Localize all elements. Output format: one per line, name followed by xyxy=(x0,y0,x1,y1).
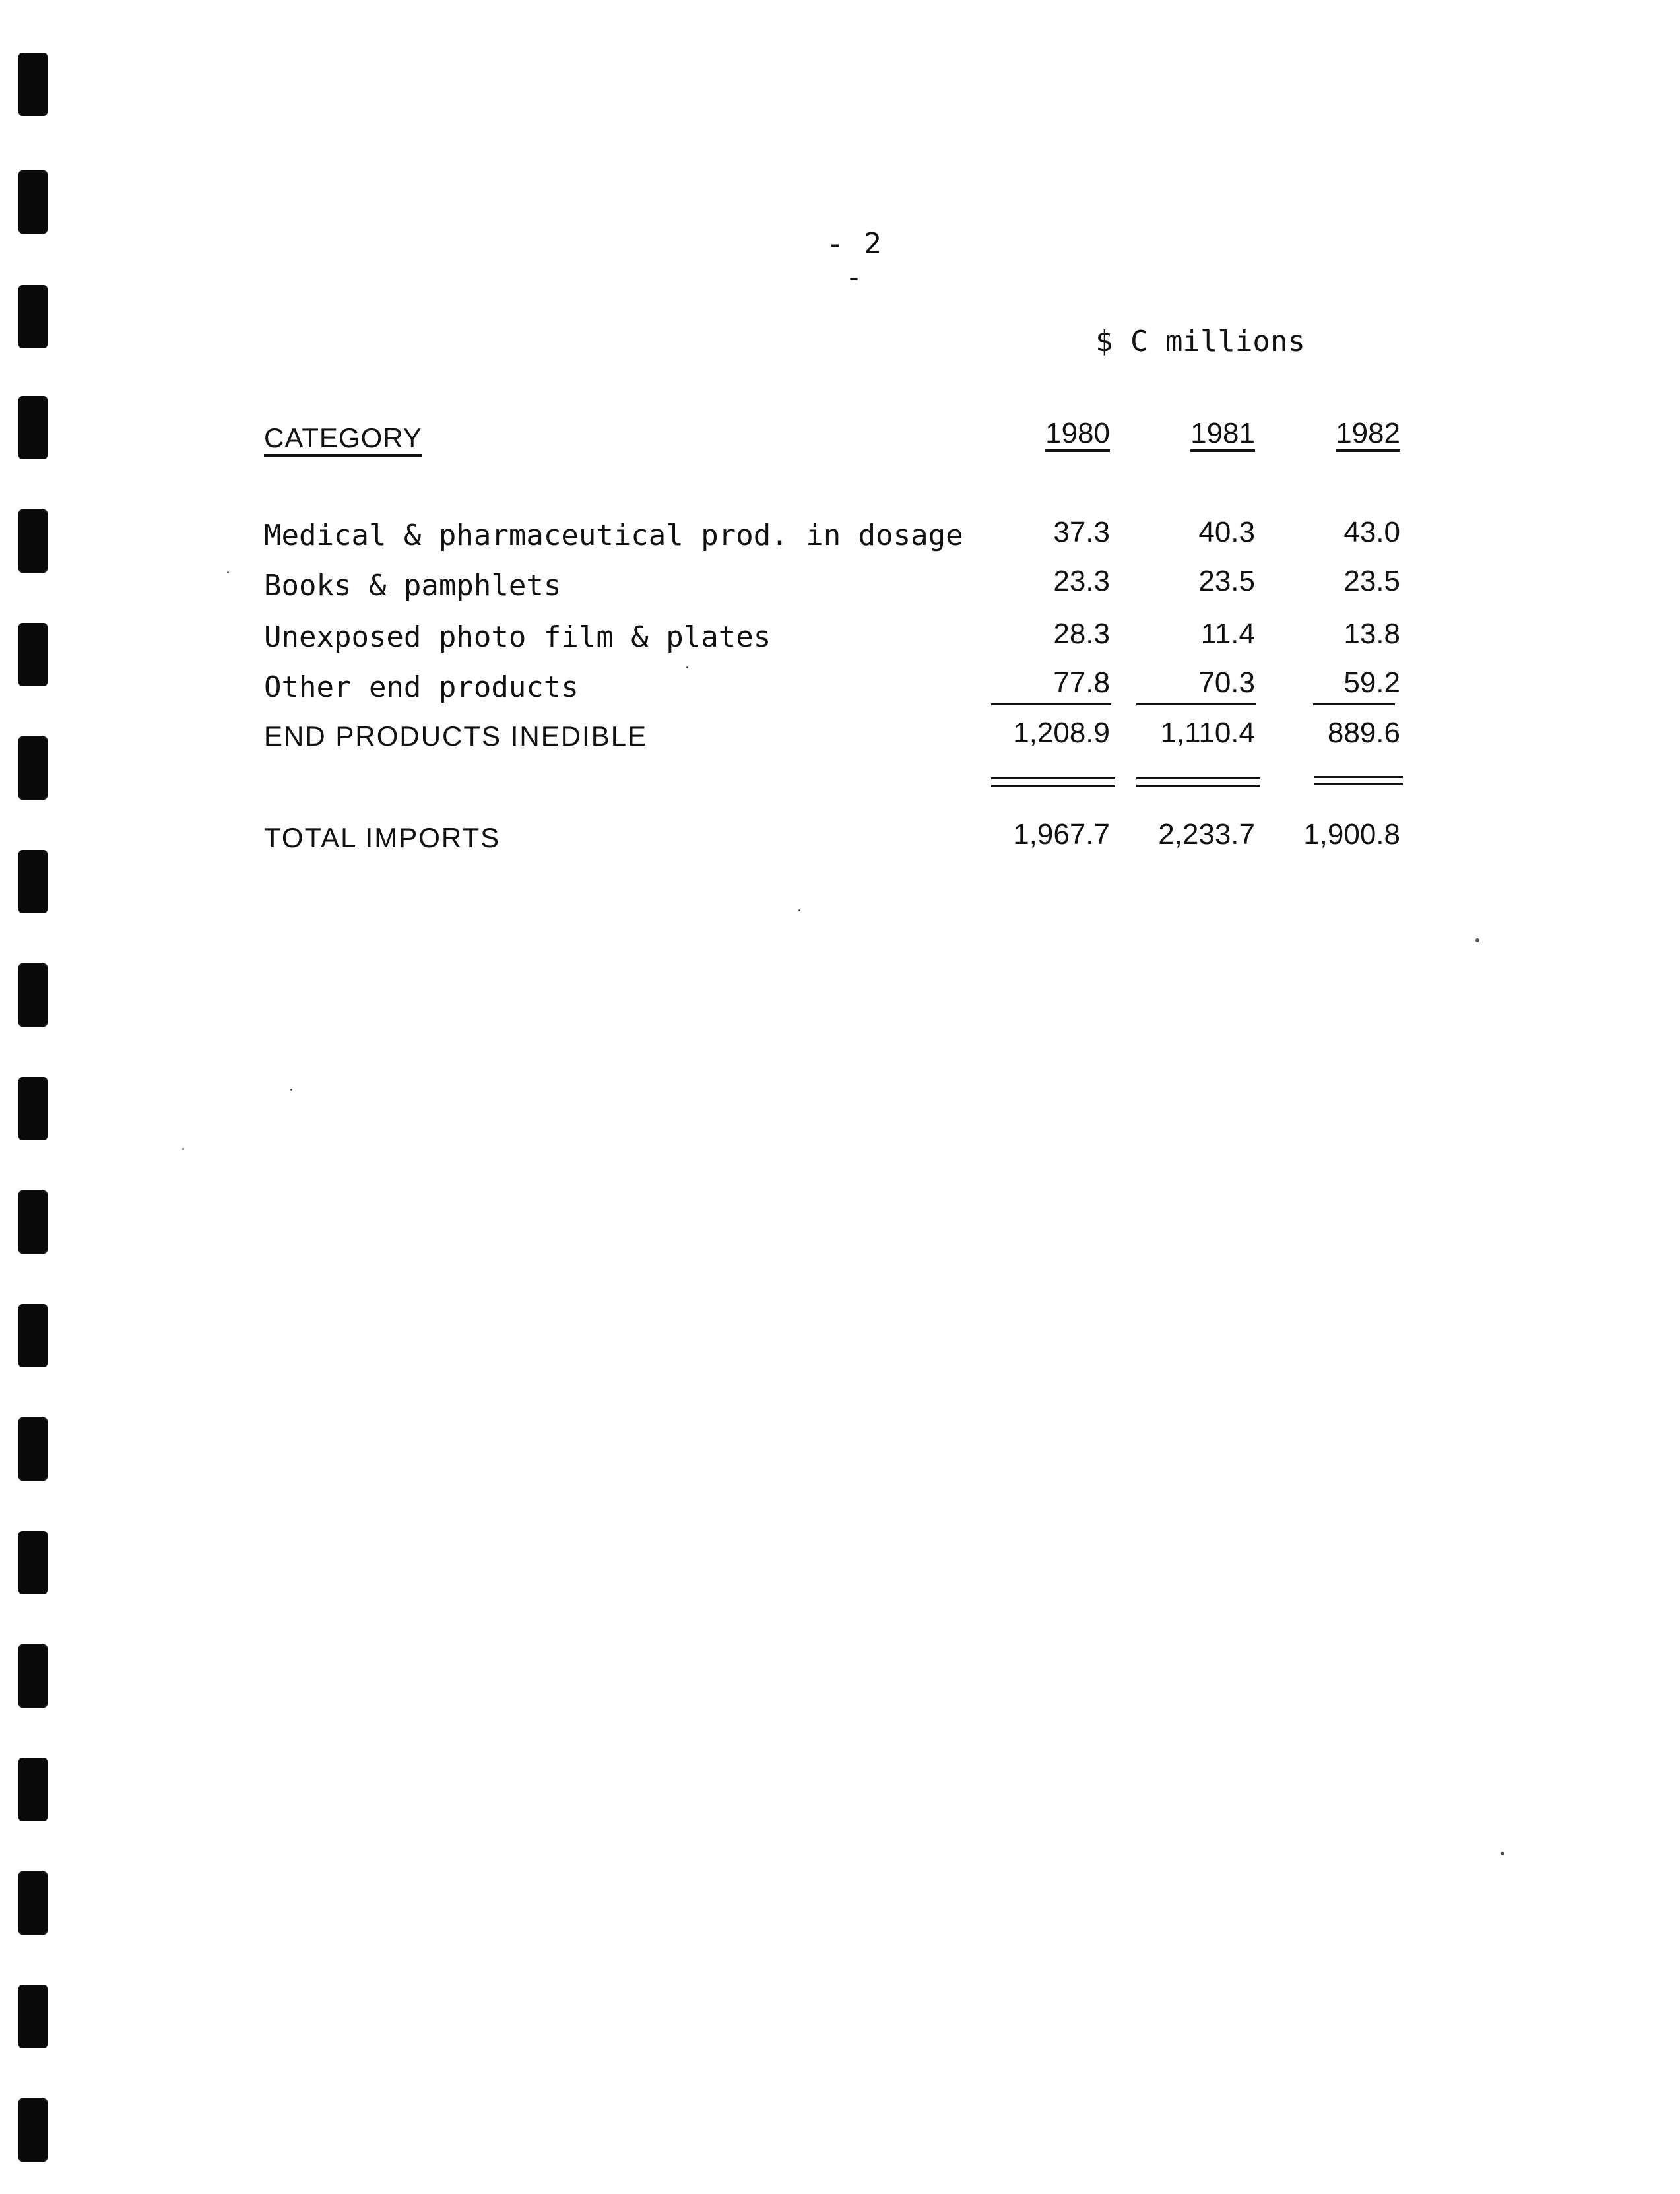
subtotal-rule xyxy=(1136,703,1256,705)
units-label: $ C millions xyxy=(1095,325,1305,358)
page-number: - 2 - xyxy=(826,227,883,294)
subtotal-rule xyxy=(1313,703,1395,705)
binder-punch-mark xyxy=(18,1304,48,1367)
cell-value: 77.8 xyxy=(1053,666,1110,699)
binder-punch-mark xyxy=(18,1417,48,1481)
cell-value: 37.3 xyxy=(1053,516,1110,548)
cell-value: 28.3 xyxy=(1053,618,1110,650)
total-value: 1,967.7 xyxy=(1013,818,1110,851)
double-underline xyxy=(1136,777,1260,787)
row-label: Unexposed photo film & plates xyxy=(264,620,771,654)
binder-punch-mark xyxy=(18,1985,48,2048)
subtotal-value: 889.6 xyxy=(1327,717,1400,749)
year-header-1980: 1980 xyxy=(1045,417,1110,449)
binder-punch-mark xyxy=(18,1077,48,1140)
scan-speck xyxy=(1501,1852,1504,1855)
total-value: 2,233.7 xyxy=(1158,818,1255,851)
subtotal-value: 1,110.4 xyxy=(1160,717,1255,749)
year-header-1982: 1982 xyxy=(1336,417,1400,449)
total-value: 1,900.8 xyxy=(1303,818,1400,851)
cell-value: 23.3 xyxy=(1053,565,1110,597)
binder-punch-mark xyxy=(18,1531,48,1594)
binder-punch-mark xyxy=(18,963,48,1027)
binder-punch-mark xyxy=(18,2098,48,2162)
cell-value: 11.4 xyxy=(1200,618,1255,650)
binder-punch-mark xyxy=(18,170,48,234)
cell-value: 40.3 xyxy=(1198,516,1255,548)
row-label: Medical & pharmaceutical prod. in dosage xyxy=(264,519,963,552)
scan-speck xyxy=(1475,938,1479,942)
binder-punch-mark xyxy=(18,509,48,573)
binder-punch-mark xyxy=(18,623,48,686)
row-label: Other end products xyxy=(264,670,579,704)
binder-punch-mark xyxy=(18,1758,48,1821)
cell-value: 23.5 xyxy=(1343,565,1400,597)
cell-value: 70.3 xyxy=(1198,666,1255,699)
binder-punch-mark xyxy=(18,285,48,348)
category-column-header: CATEGORY xyxy=(264,422,422,453)
binder-punch-mark xyxy=(18,396,48,459)
subtotal-value: 1,208.9 xyxy=(1013,717,1110,749)
scan-speck xyxy=(227,571,229,573)
scan-speck xyxy=(290,1089,292,1091)
subtotal-rule xyxy=(991,703,1111,705)
double-underline xyxy=(991,777,1115,787)
cell-value: 23.5 xyxy=(1198,565,1255,597)
cell-value: 43.0 xyxy=(1343,516,1400,548)
scan-speck xyxy=(182,1148,184,1150)
double-underline xyxy=(1314,776,1403,785)
year-header-1981: 1981 xyxy=(1190,417,1255,449)
scan-speck xyxy=(798,909,800,911)
binder-punch-mark xyxy=(18,850,48,913)
binder-punch-mark xyxy=(18,736,48,800)
cell-value: 13.8 xyxy=(1343,618,1400,650)
total-label: TOTAL IMPORTS xyxy=(264,822,501,853)
cell-value: 59.2 xyxy=(1343,666,1400,699)
scan-speck xyxy=(686,666,688,668)
binder-punch-mark xyxy=(18,53,48,116)
subtotal-label: END PRODUCTS INEDIBLE xyxy=(264,721,648,752)
binder-punch-mark xyxy=(18,1190,48,1254)
binder-punch-mark xyxy=(18,1871,48,1935)
binder-punch-mark xyxy=(18,1644,48,1708)
row-label: Books & pamphlets xyxy=(264,569,562,602)
